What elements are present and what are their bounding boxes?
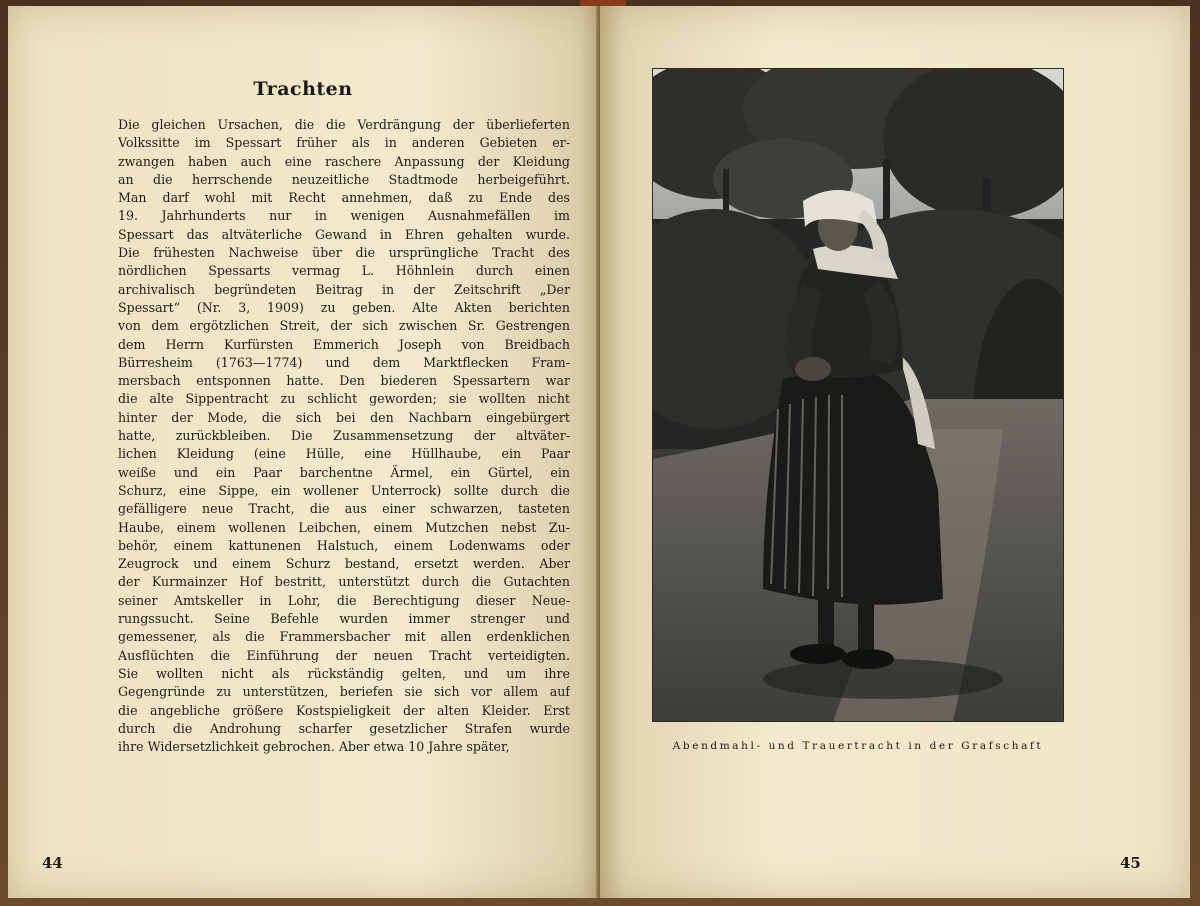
text-line: Die gleichen Ursachen, die die Verdrängung der überlieferten: [118, 117, 570, 132]
text-line: lichen Kleidung (eine Hülle, eine Hüllhaube, ein Paar: [118, 446, 570, 462]
text-line: gemessener, als die Frammersbacher mit allen erdenklichen: [118, 629, 570, 645]
text-line: mersbach entsponnen hatte. Den biederen Spessartern war: [118, 373, 570, 389]
text-line: Schurz, eine Sippe, ein wollener Unterrock) sollte durch die: [118, 482, 570, 498]
text-line: gefälligere neue Tracht, die aus einer schwarzen, tasteten: [118, 501, 570, 517]
text-line: Zeugrock und einem Schurz bestand, ersetzt werden. Aber: [118, 556, 570, 572]
text-line: 19. Jahrhunderts nur in wenigen Ausnahmefällen im: [118, 208, 570, 224]
text-line: zwangen haben auch eine raschere Anpassung der Kleidung: [118, 153, 570, 169]
text-line: archivalisch begründeten Beitrag in der Zeitschrift „Der: [118, 281, 570, 297]
text-line: Man darf wohl mit Recht annehmen, daß zu Ende des: [118, 190, 570, 206]
text-line: Bürresheim (1763—1774) und dem Marktflecken Fram-: [118, 354, 570, 370]
text-line: hatte, zurückbleiben. Die Zusammensetzung der altväter-: [118, 428, 570, 444]
text-line: der Kurmainzer Hof bestritt, unterstützt durch die Gutachten: [118, 574, 570, 590]
text-line: von dem ergötzlichen Streit, der sich zwischen Sr. Gestrengen: [118, 318, 570, 334]
text-line: Gegengründe zu unterstützen, beriefen sie sich vor allem auf: [118, 684, 570, 700]
page-title: Trachten: [253, 78, 353, 100]
text-line: an die herrschende neuzeitliche Stadtmode herbeigeführt.: [118, 171, 570, 187]
text-line: Ausflüchten die Einführung der neuen Tracht verteidigten.: [118, 647, 570, 663]
text-line: hinter der Mode, die sich bei den Nachbarn eingebürgert: [118, 409, 570, 425]
text-line: dem Herrn Kurfürsten Emmerich Joseph von Breidbach: [118, 336, 570, 352]
text-line: Spessart das altväterliche Gewand in Ehren gehalten wurde.: [118, 226, 570, 242]
text-line: ihre Widersetzlichkeit gebrochen. Aber etwa 10 Jahre später,: [118, 739, 510, 755]
photo-caption: Abendmahl- und Trauertracht in der Grafschaft: [672, 740, 1044, 752]
left-page: [8, 6, 598, 898]
text-line: Volkssitte im Spessart früher als in anderen Gebieten er-: [118, 135, 570, 151]
text-line: die angebliche größere Kostspieligkeit der alten Kleider. Erst: [118, 702, 570, 718]
text-line: die alte Sippentracht zu schlicht geworden; sie wollten nicht: [118, 391, 570, 407]
text-line: Haube, einem wollenen Leibchen, einem Mutzchen nebst Zu-: [118, 519, 570, 535]
costume-photograph: [652, 68, 1064, 722]
text-line: Spessart“ (Nr. 3, 1909) zu geben. Alte Akten berichten: [118, 299, 570, 315]
text-line: Sie wollten nicht als rückständig gelten, und um ihre: [118, 665, 570, 681]
page-number-right: 45: [1120, 854, 1141, 872]
text-line: durch die Androhung scharfer gesetzlicher Strafen wurde: [118, 720, 570, 736]
text-line: weiße und ein Paar barchentne Ärmel, ein Gürtel, ein: [118, 464, 570, 480]
text-line: nördlichen Spessarts vermag L. Höhnlein durch einen: [118, 263, 570, 279]
text-line: rungssucht. Seine Befehle wurden immer strenger und: [118, 611, 570, 627]
right-page: [600, 6, 1190, 898]
text-line: Die frühesten Nachweise über die ursprüngliche Tracht des: [118, 245, 570, 261]
page-number-left: 44: [42, 854, 63, 872]
body-text: [118, 116, 570, 756]
text-line: behör, einem kattunenen Halstuch, einem Lodenwams oder: [118, 537, 570, 553]
text-line: seiner Amtskeller in Lohr, die Berechtigung dieser Neue-: [118, 592, 570, 608]
